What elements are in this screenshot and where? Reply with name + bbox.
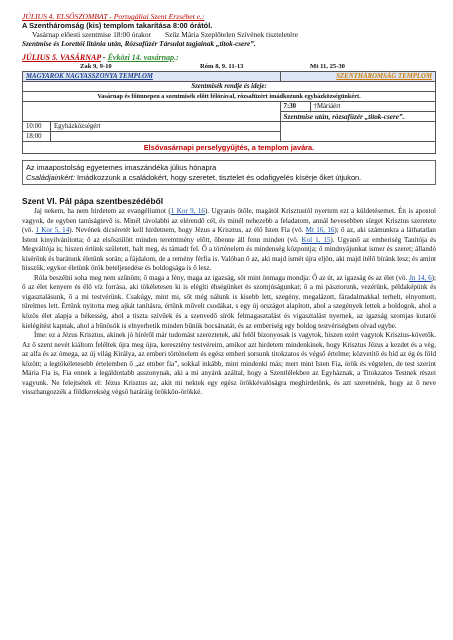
prayer-intention-text (26, 173, 432, 183)
text-run: ). Ugyanis őtőle, magától Krisztustól nyertem ezt a küldetésemet. Én is apostol vagyok, de egyben tanúságtevő is. Minél távolabbi az elérendő cél, és minél nehezebb a feladatom, annál hevesebben sürget Krisztus szeretete (vö. (22, 207, 436, 235)
left-mass-intention-2 (51, 132, 281, 142)
rosary-note: Vasárnap és főünnepen a szentmisék előtt félórával, rózsafüzért imádkozunk egyházközségünkért. (23, 92, 436, 102)
reading-first: Zak 9, 9-10 (80, 63, 112, 70)
sunday-title: Évközi 14. vasárnap (107, 53, 175, 62)
bible-ref-link[interactable]: Kol 1, 15 (301, 235, 331, 244)
prayer-intention-label: Családjainkért: (26, 172, 75, 182)
text-run: ); ő az élet kenyere és élő víz forrása, aki tökéletesen ki is elégíti éhségünket és szomjúságunkat; ő a mi pásztorunk, vezérünk, példaképünk és vigasztalásunk, ő a mi testvérünk. Csakúgy, mint mi, sőt még nálunk is kisebb lett, szegény, megalázott, fáradalmakkal terhelt, elnyomott, türelmes lett. Értünk nyitotta meg ajkát tanításra, értünk művelt csodákat, s egy új országot alapított, ahol a szegények lettek a boldogok, ahol a közös élet alapja a békesség, ahol a tiszta szívűek és a szenvedő sírók felmagasztalást és vigasztalást nyernek, az igazság szomjas kutatói kielégítést kapnak, ahol a bűnösök is elnyerhetik minden bűnük bocsánatát, és az emberiség egy boldog testvériségben olvad egybe. (22, 273, 436, 330)
mass-order-heading: Szentmisék rendje és ideje: (23, 82, 436, 92)
bible-ref-link[interactable]: 1 Kor 5, 14 (35, 226, 70, 235)
left-mass-intention-1: Egyházközségért (51, 122, 281, 132)
left-mass-time-1: 10:00 (23, 122, 51, 132)
saturday-header-line (22, 12, 436, 21)
right-slot-empty-2 (280, 132, 435, 142)
text-run: Róla beszélni soha meg nem szűnöm; ő maga a fény, maga az igazság, sőt mint önmaga mondja: Ő az út, az igazság és az élet (vö. (34, 273, 410, 282)
vigil-mass-time: Vasárnap előesti szentmise 18:00 órakor (32, 30, 152, 39)
church-left-name: MAGYAROK NAGYASSZONYA TEMPLOM (23, 72, 281, 82)
text-run: ); ő az, aki számunkra a láthatatlan Istent kinyilvánította; ő az elsőszülött minden teremtmény előtt, őbenne áll fenn minden (vö. (22, 226, 436, 244)
left-slot-empty (23, 102, 281, 112)
bible-ref-link[interactable]: Mt 16, 16 (305, 226, 335, 235)
text-run: Jaj nekem, ha nem hirdetem az evangéliumot ( (34, 207, 171, 215)
saturday-title: JÚLIUS 4. ELSŐSZOMBAT - Portugáliai Szent Erzsébet e.: (22, 12, 205, 21)
prayer-intention-body: Imádkozzunk a családokért, hogy szeretet, tisztelet és odafigyelés kísérje őket útjukon. (74, 172, 362, 182)
vigil-mass-line (22, 30, 436, 40)
right-mass-time: 7:30 (280, 102, 310, 112)
vigil-mass-intention: Szűz Mária Szeplőtelen Szívének tiszteletére (165, 30, 299, 39)
article-body (22, 207, 436, 398)
article-title: Szent VI. Pál pápa szentbeszédéből (22, 196, 164, 206)
right-mass-intention: †Máriáért (310, 102, 435, 112)
collection-notice: Elsővasárnapi perselygyűjtés, a templom javára. (23, 142, 436, 154)
article-paragraph-1 (22, 207, 436, 274)
sunday-after: .: (174, 53, 179, 62)
bible-ref-link[interactable]: Jn 14, 6 (409, 273, 432, 282)
text-run: ). Ugyanő az emberiség Tanítója és Megváltója is; hiszen értünk született, halt meg, és támadt fel. Ő a történelem és mindenség központja; ő mindnyájunkat ismer és szeret; állandó kísérőnk és barátunk életünk során; a fájdalom, de a remény férfia is. Valóban ő az, aki majd ismét újra eljön, aki majd ítélő bíránk lesz; és amint hisszük, egykor életünk örök beteljesedése és boldogsága is ő lesz. (22, 235, 436, 273)
right-after-mass-note: Szentmise után, rózsafüzér „titok-csere”. (280, 112, 435, 122)
prayer-intention-heading: Az imaapostolság egyetemes imaszándéka július hónapra (26, 163, 217, 172)
article-paragraph-2 (22, 274, 436, 331)
mass-schedule-table (22, 71, 436, 154)
rosary-exchange-note: Szentmise és Lorettói litánia után, Rózsafüzér Társulat tagjainak „titok-csere”. (22, 40, 256, 48)
prayer-intention-box (22, 160, 436, 185)
church-right-name: SZENTHÁROMSÁG TEMPLOM (280, 72, 435, 82)
reading-gospel: Mt 11, 25-30 (310, 63, 345, 70)
bulletin-page (22, 12, 436, 398)
sunday-heading (22, 53, 436, 63)
article-paragraph-3: Íme: ez a Jézus Krisztus, akinek jó híréről már tudomást szereztetek, akí felől bizonyosak is vagytok, hiszen ezért vagytok Krisztus-követők. Az ő szent nevét kiáltom feléltek újra meg újra, keresztény testvéreim, amikor azt hirdetem mindenkinek, hogy Krisztus Jézus a kezdet és a vég, az alfa és az ómega, az új világ Királya, az emberi történelem és egész emberi sorsunk titokzatos és végső értelme; közvetítő és híd az ég és föld között; a legtökéletesebb értelemben ő „az ember fia”, sokkal inkább, mint mindenki más; mert mint Isten Fia, örök és végtelen, de test szerint Mária Fia is, Fia ennek a legáldottabb asszonynak, aki a mi anyánk azáltal, hogy a Szentlélekben az Egyháznak, a Titokzatos Testnek részei vagyunk. Ne felejtsétek el: Jézus Krisztus az, akit mi nektek egy egész örökkévalóságra meghirdetünk, és azt szeretnénk, hogy az ő neve visszhangozzék a földkerekség végső határáig örökkön-örökké. (22, 331, 436, 397)
readings-line (22, 63, 436, 71)
right-slot-empty (280, 122, 435, 132)
reading-second: Róm 8, 9. 11-13 (200, 63, 244, 70)
sunday-sep: - (100, 53, 108, 62)
bible-ref-link[interactable]: 1 Kor 9, 16 (170, 207, 205, 215)
left-mass-time-2: 18:00 (23, 132, 51, 142)
sunday-date: JÚLIUS 5. VASÁRNAP (22, 53, 101, 62)
left-slot-empty-2 (23, 112, 281, 122)
text-run: ). Nevének dicséretét kell hirdetnem, hogy Jézus a Krisztus, az élő Isten Fia (vö. (69, 226, 306, 235)
cleaning-notice: A Szentháromság (kis) templom takarítása 8:00 órától. (22, 21, 213, 30)
